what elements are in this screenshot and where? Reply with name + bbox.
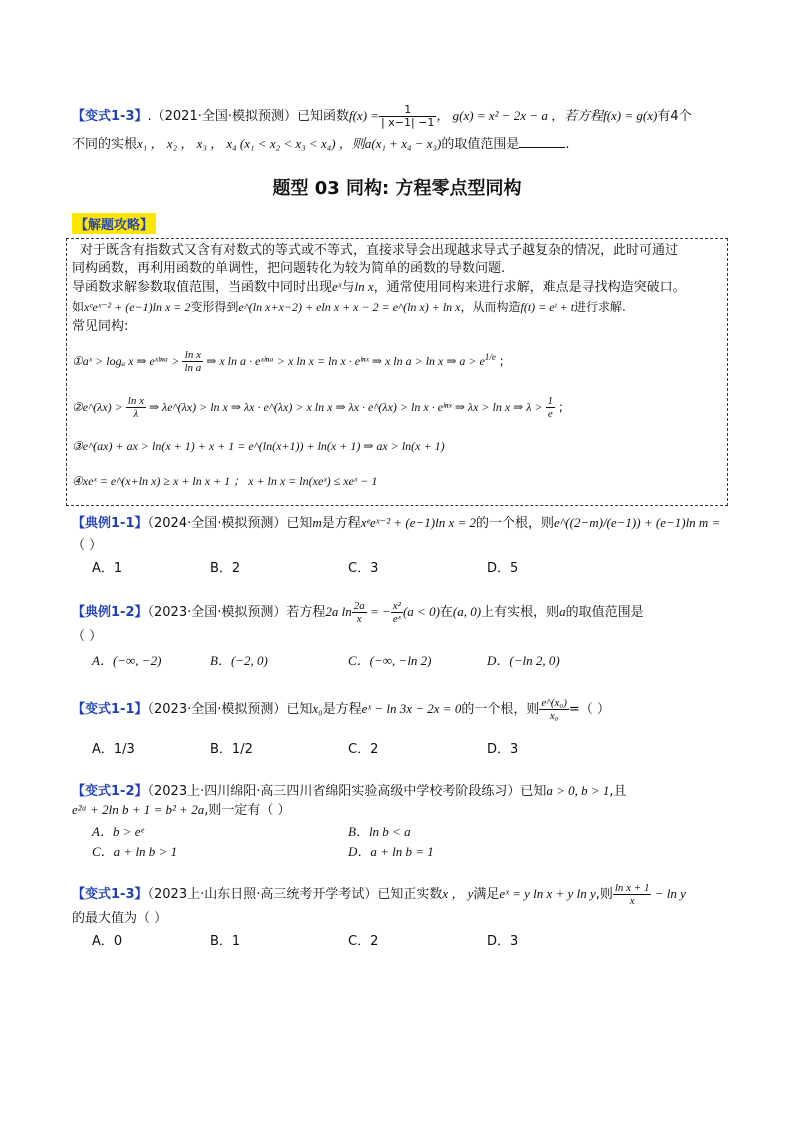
answer-blank[interactable] xyxy=(519,135,565,148)
question-tag: 【变式1-3】 xyxy=(72,109,148,124)
question-tag: 【变式1-3】 xyxy=(72,887,148,902)
option-b[interactable]: B．2 xyxy=(210,561,241,576)
formula-2: ②e^(λx) > $\frac{\text{ln x}}{\lambda}$ ⇒ λe^(λx) > ln x ⇒ λx · e^(λx) > x ln x ⇒ λx · e^(λx) > ln x · eˡⁿˣ ⇒ λx > ln x ⇒ λ > $\frac{1}{e}$ ; xyxy=(72,395,563,420)
question-tag: 【变式1-2】 xyxy=(72,784,148,799)
option-c[interactable]: C．(−∞, −ln 2) xyxy=(348,653,432,668)
option-b[interactable]: B．1/2 xyxy=(210,742,253,757)
question-example-1-1: 【典例1-1】（2024·全国·模拟预测）已知m是方程xᵉeˣ⁻² + (e−1)ln x = 2的一个根，则e^((2−m)/(e−1)) + (e−1)ln m = xyxy=(72,515,721,531)
option-a[interactable]: A．1/3 xyxy=(92,742,135,757)
question-paren: （ ） xyxy=(72,538,103,553)
tips-para-2: 同构函数，再利用函数的单调性，把问题转化为较为简单的函数的导数问题. xyxy=(72,261,506,276)
option-b[interactable]: B．(−2, 0) xyxy=(210,653,268,668)
question-variant-1-2-line2: e²ᵃ + 2ln b + 1 = b² + 2a,则一定有（ ） xyxy=(72,802,291,818)
question-variant-1-2: 【变式1-2】（2023上·四川绵阳·高三四川省绵阳实验高级中学校考阶段练习）已知a > 0, b > 1,且 xyxy=(72,783,627,799)
question-variant-1-3-line2: 的最大值为（ ） xyxy=(72,911,168,926)
formula-1: ①aˣ > logₐ x ⇒ eˣˡⁿᵃ > $\frac{\text{ln x}}{\text{ln a}}$ ⇒ x ln a · eˣˡⁿᵃ > x ln x = ln x · eˡⁿˣ ⇒ x ln a > ln x ⇒ $a > e^{1/e}$ ; xyxy=(72,349,504,374)
tips-para-4: 如xᵉeˣ⁻² + (e−1)ln x = 2变形得到e^(ln x+x−2) + eln x + x − 2 = e^(ln x) + ln x，从而构造f(t) = eᵗ + t进行求解. xyxy=(72,300,626,314)
option-a[interactable]: A．0 xyxy=(92,934,123,949)
section-title: 题型 03 同构: 方程零点型同构 xyxy=(272,178,522,199)
question-tag: 【典例1-1】 xyxy=(72,516,148,531)
option-b[interactable]: B．ln b < a xyxy=(348,824,411,839)
tips-para-1: 对于既含有指数式又含有对数式的等式或不等式，直接求导会出现越求导式子越复杂的情况，此时可通过 xyxy=(80,243,679,258)
option-c[interactable]: C．3 xyxy=(348,561,379,576)
option-b[interactable]: B．1 xyxy=(210,934,241,949)
question-variant-1-3-top-line2: 不同的实根x₁ ， x₂ ， x₃ ， x₄ (x₁ < x₂ < x₃ < x₄) ，则a(x₁ + x₄ − x₃)的取值范围是 . xyxy=(72,136,570,152)
option-c[interactable]: C．2 xyxy=(348,934,379,949)
formula-3: ③e^(ax) + ax > ln(x + 1) + x + 1 = e^(ln(x+1)) + ln(x + 1) ⇒ ax > ln(x + 1) xyxy=(72,439,445,453)
question-example-1-2: 【典例1-2】（2023·全国·模拟预测）若方程2a ln $\frac{2a}{x}$ = − $\frac{\text{x²}}{\text{eˣ}}$ (a < 0)在(a, 0)上有实根，则a的取值范围是 xyxy=(72,600,644,625)
option-c[interactable]: C．a + ln b > 1 xyxy=(92,844,178,859)
option-d[interactable]: D．a + ln b = 1 xyxy=(348,844,434,859)
question-variant-1-3: 【变式1-3】（2023上·山东日照·高三统考开学考试）已知正实数x ， y满足eˣ = y ln x + y ln y,则 $\frac{\text{ln x + 1}}{x}$ − ln y xyxy=(72,882,686,907)
question-tag: 【变式1-1】 xyxy=(72,702,148,717)
tips-label: 【解题攻略】 xyxy=(72,213,156,234)
option-a[interactable]: A．1 xyxy=(92,561,123,576)
question-variant-1-1: 【变式1-1】（2023·全国·模拟预测）已知x₀是方程eˣ − ln 3x − 2x = 0的一个根，则 $\frac{\text{e\textasciicircum{}(x₀)}}{\text{x₀}}$ =（ ） xyxy=(72,697,610,722)
option-d[interactable]: D．(−ln 2, 0) xyxy=(487,653,560,668)
question-variant-1-3-top: 【变式1-3】.（2021·全国·模拟预测）已知函数f(x) = $\frac{1}{| x-1| -1}$ ， g(x) = x² − 2x − a ，若方程f(x) = g(x)有4个 xyxy=(72,103,692,129)
option-d[interactable]: D．5 xyxy=(487,561,519,576)
formula-4: ④xeˣ = e^(x+ln x) ≥ x + ln x + 1 ； x + ln x = ln(xeˣ) ≤ xeˣ − 1 xyxy=(72,474,378,488)
option-c[interactable]: C．2 xyxy=(348,742,379,757)
question-paren: （ ） xyxy=(72,629,103,644)
tips-para-3: 导函数求解参数取值范围，当函数中同时出现eˣ与ln x，通常使用同构来进行求解，难点是寻找构造突破口。 xyxy=(72,279,686,295)
option-d[interactable]: D．3 xyxy=(487,742,519,757)
tips-para-5: 常见同构: xyxy=(72,319,129,334)
option-d[interactable]: D．3 xyxy=(487,934,519,949)
option-a[interactable]: A．(−∞, −2) xyxy=(92,653,162,668)
question-tag: 【典例1-2】 xyxy=(72,605,148,620)
option-a[interactable]: A．b > eᵉ xyxy=(92,824,144,839)
